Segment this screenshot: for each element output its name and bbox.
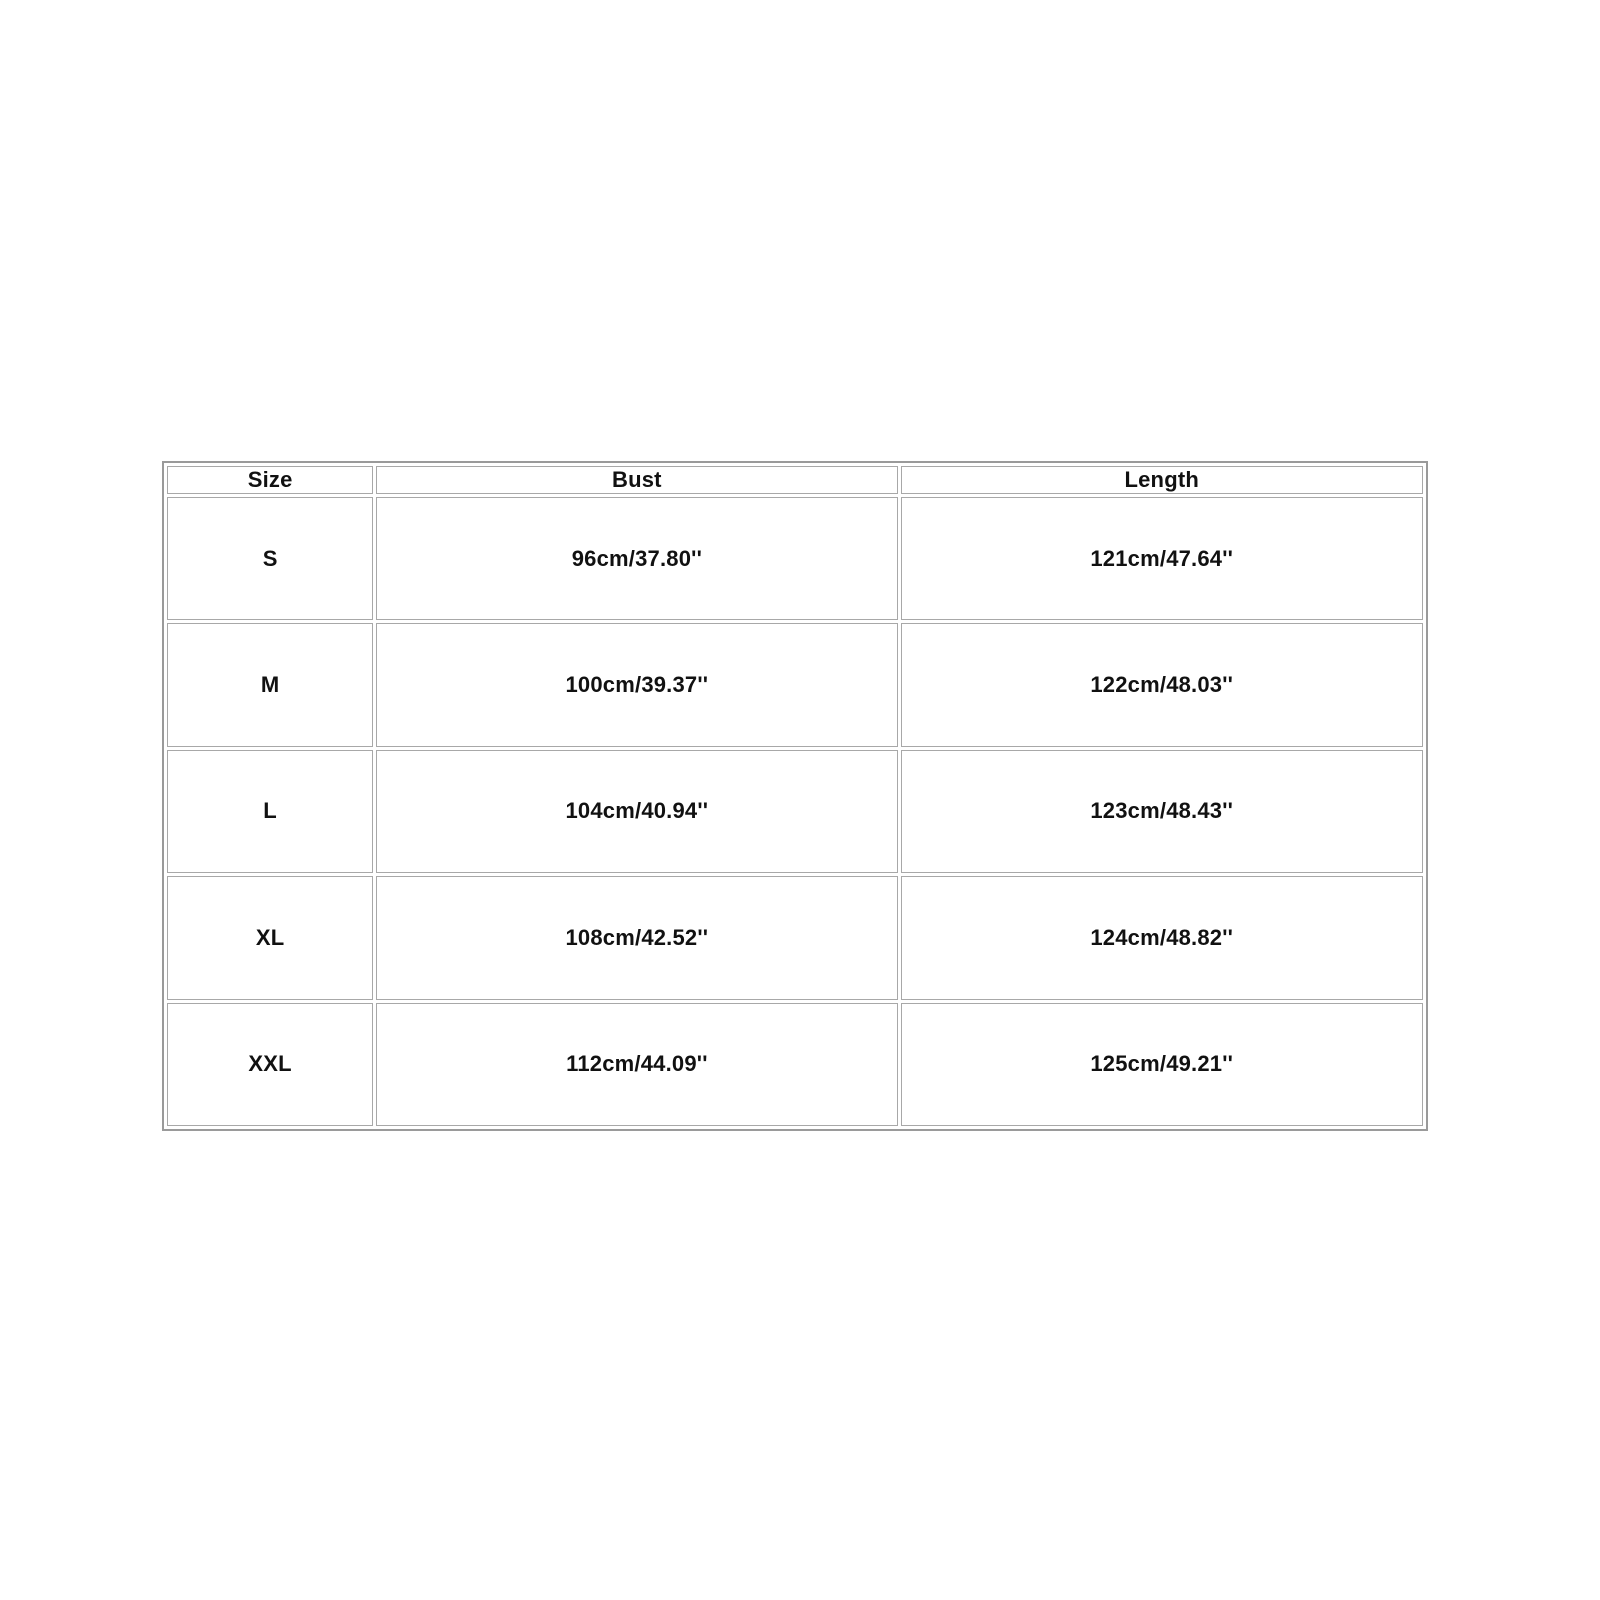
table-row — [167, 750, 1423, 873]
table-header-row — [167, 466, 1423, 494]
cell-length: 122cm/48.03'' — [901, 623, 1424, 746]
cell-size: XXL — [167, 1003, 373, 1126]
header-bust: Bust — [376, 466, 897, 494]
size-chart — [162, 461, 1428, 1131]
header-length: Length — [901, 466, 1424, 494]
table-row — [167, 1003, 1423, 1126]
cell-size: M — [167, 623, 373, 746]
cell-length: 124cm/48.82'' — [901, 876, 1424, 999]
cell-bust: 112cm/44.09'' — [376, 1003, 897, 1126]
header-size: Size — [167, 466, 373, 494]
cell-length: 121cm/47.64'' — [901, 497, 1424, 620]
cell-bust: 100cm/39.37'' — [376, 623, 897, 746]
cell-bust: 104cm/40.94'' — [376, 750, 897, 873]
table-row — [167, 623, 1423, 746]
table-row — [167, 497, 1423, 620]
cell-length: 125cm/49.21'' — [901, 1003, 1424, 1126]
table-row — [167, 876, 1423, 999]
cell-size: XL — [167, 876, 373, 999]
cell-length: 123cm/48.43'' — [901, 750, 1424, 873]
cell-bust: 108cm/42.52'' — [376, 876, 897, 999]
cell-size: S — [167, 497, 373, 620]
cell-bust: 96cm/37.80'' — [376, 497, 897, 620]
size-table — [164, 463, 1426, 1129]
cell-size: L — [167, 750, 373, 873]
